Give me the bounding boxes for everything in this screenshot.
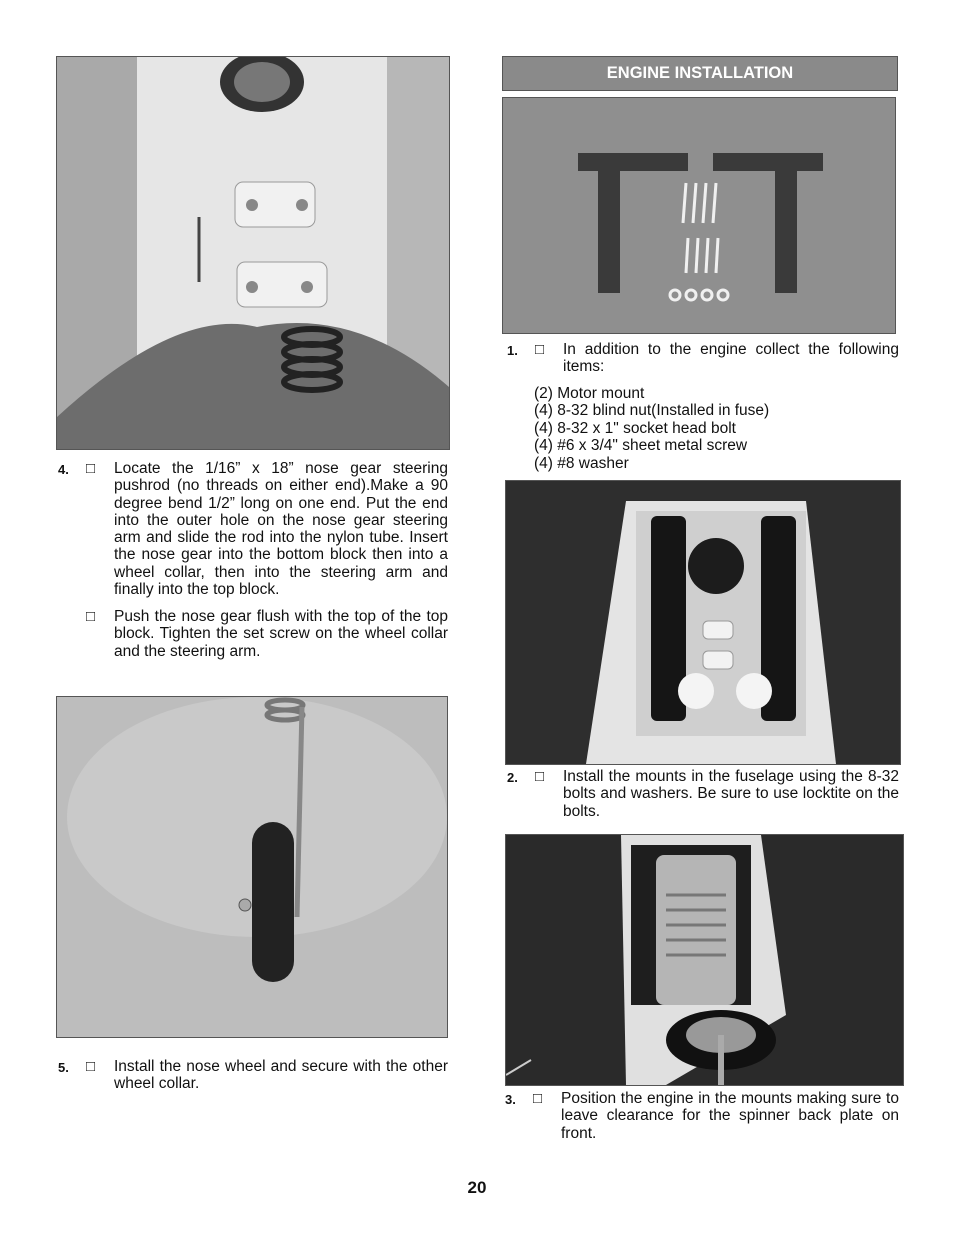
checkbox[interactable]: □ xyxy=(533,1090,543,1107)
photo-nose-gear-steering xyxy=(56,56,450,450)
checkbox[interactable]: □ xyxy=(535,768,545,785)
parts-list xyxy=(534,385,769,472)
section-header: ENGINE INSTALLATION xyxy=(502,56,898,91)
step-text: Locate the 1/16” x 18” nose gear steering pushrod (no threads on either end).Make a 90 degree bend 1/2” long on one end. Put the end into the outer hole on the nose gear steering arm and slide the rod into the nylon tube. Insert the nose gear into the bottom block then into a wheel collar, then into the steering arm and finally into the top block. xyxy=(114,460,448,599)
photo-engine-in-mounts xyxy=(505,834,904,1086)
parts-list-item: (2) Motor mount xyxy=(534,385,645,402)
parts-list-item: (4) #6 x 3/4" sheet metal screw xyxy=(534,437,748,455)
step-text: Push the nose gear flush with the top of the top block. Tighten the set screw on the wheel collar and the steering arm. xyxy=(114,608,448,660)
step-text: Install the nose wheel and secure with the other wheel collar. xyxy=(114,1058,448,1093)
photo-nose-wheel xyxy=(56,696,448,1038)
photo-motor-mount-parts xyxy=(502,97,896,334)
checkbox[interactable]: □ xyxy=(535,341,545,358)
parts-list-item: (4) 8-32 x 1" socket head bolt xyxy=(534,419,736,437)
page-number: 20 xyxy=(467,1178,487,1197)
step-text: Position the engine in the mounts making sure to leave clearance for the spinner back plate on front. xyxy=(561,1090,899,1142)
checkbox[interactable]: □ xyxy=(86,608,96,625)
step-text: In addition to the engine collect the following items: xyxy=(563,341,899,376)
step-number: 5. xyxy=(58,1060,69,1075)
step-number: 4. xyxy=(58,462,69,477)
step-number: 2. xyxy=(507,770,518,785)
step-number: 3. xyxy=(505,1092,516,1107)
checkbox[interactable]: □ xyxy=(86,460,96,477)
parts-list-item: (4) 8-32 blind nut(Installed in fuse) xyxy=(534,402,770,420)
step-number: 1. xyxy=(507,343,518,358)
parts-list-item: (4) #8 washer xyxy=(534,454,629,472)
step-text: Install the mounts in the fuselage using the 8-32 bolts and washers. Be sure to use locktite on the bolts. xyxy=(563,768,899,820)
checkbox[interactable]: □ xyxy=(86,1058,96,1075)
photo-mounts-installed xyxy=(505,480,901,765)
